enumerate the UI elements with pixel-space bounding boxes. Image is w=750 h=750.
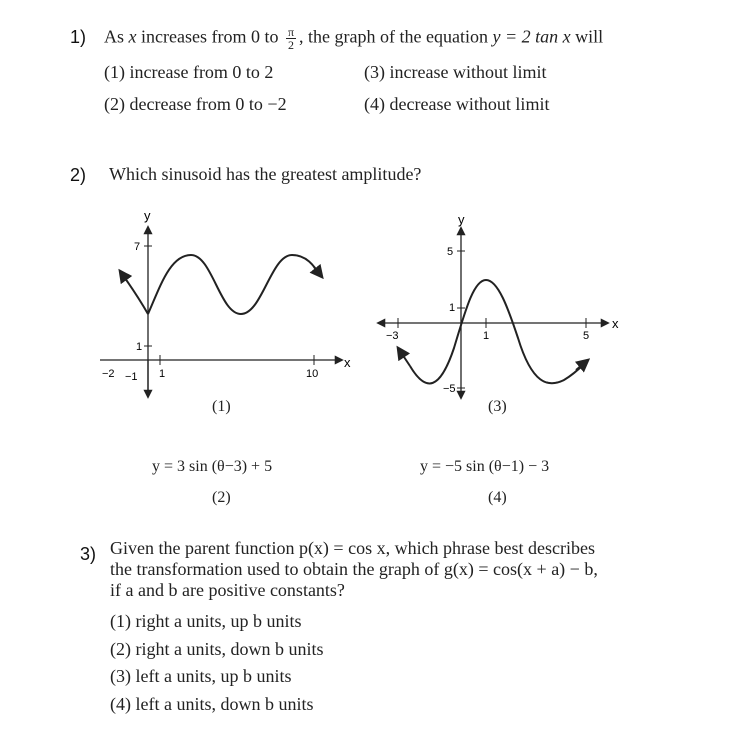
q1-choice-3: (3) increase without limit <box>364 62 547 82</box>
graph-3-tick-label: 1 <box>483 330 490 342</box>
q1-choice-4: (4) decrease without limit <box>364 94 550 114</box>
question-3-stem-line-1: Given the parent function p(x) = cos x, which phrase best describes <box>110 538 596 558</box>
graph-3-x-label: x <box>612 316 619 331</box>
graph-1-tick-label: 1 <box>159 368 166 380</box>
graph-1-tick-label: 10 <box>306 368 319 380</box>
graph-3-tag: (3) <box>488 398 507 415</box>
graph-1-tick-label: −1 <box>125 371 138 383</box>
graph-1-tick-label: −2 <box>102 368 115 380</box>
fraction-denominator: 2 <box>288 38 294 52</box>
graph-3-y-label: y <box>458 212 465 227</box>
q1-stem-middle: increases from 0 to <box>141 26 279 47</box>
graph-1 <box>90 205 360 405</box>
q3-choice-3: (3) left a units, up b units <box>110 666 292 686</box>
q3-choice-4: (4) left a units, down b units <box>110 694 314 714</box>
question-3-stem-line-3: if a and b are positive constants? <box>110 580 345 600</box>
fraction-numerator: π <box>287 25 295 39</box>
question-3-number: 3) <box>80 544 97 564</box>
question-2-number: 2) <box>70 165 87 185</box>
option-2-formula: y = 3 sin (θ−3) + 5 <box>152 458 273 475</box>
q1-choice-2: (2) decrease from 0 to −2 <box>104 94 287 114</box>
graph-3-tick-label: −3 <box>386 330 399 342</box>
pi-over-2-fraction <box>286 26 296 51</box>
question-3-stem-line-2: the transformation used to obtain the graph of g(x) = cos(x + a) − b, <box>110 559 598 579</box>
q1-stem-before: As <box>104 26 125 47</box>
q1-var-x: x <box>128 26 137 47</box>
graph-3-curve <box>410 280 584 383</box>
graph-3-tick-label: 5 <box>583 330 590 342</box>
graph-1-curve <box>148 255 321 314</box>
q1-stem-after: , the graph of the equation <box>299 26 488 47</box>
graph-3-tick-label: 1 <box>449 302 456 314</box>
q1-equation: y = 2 tan x <box>492 26 571 47</box>
graph-1-curve-right-arrow <box>314 267 322 277</box>
graph-3 <box>368 208 628 408</box>
graph-3-curve-right-arrow <box>576 360 588 370</box>
q3-choice-1: (1) right a units, up b units <box>110 611 302 631</box>
q1-choice-1: (1) increase from 0 to 2 <box>104 62 274 82</box>
graph-1-tick-label: 1 <box>136 341 143 353</box>
option-4-formula: y = −5 sin (θ−1) − 3 <box>420 458 550 475</box>
option-4-tag: (4) <box>488 489 507 506</box>
graph-3-curve-left-arrow <box>398 348 410 366</box>
question-1-number: 1) <box>70 27 87 47</box>
graph-1-tick-label: 7 <box>134 241 141 253</box>
graph-3-tick-label: −5 <box>443 383 456 395</box>
graph-1-x-label: x <box>344 355 351 370</box>
option-2-tag: (2) <box>212 489 231 506</box>
graph-3-tick-label: 5 <box>447 246 454 258</box>
question-2-stem: Which sinusoid has the greatest amplitude? <box>109 164 422 184</box>
q3-choice-2: (2) right a units, down b units <box>110 639 324 659</box>
graph-1-tag: (1) <box>212 398 231 415</box>
graph-1-curve-left <box>120 271 148 314</box>
q1-stem-end: will <box>575 26 604 47</box>
graph-1-y-label: y <box>144 208 151 223</box>
question-1-stem <box>104 26 603 51</box>
